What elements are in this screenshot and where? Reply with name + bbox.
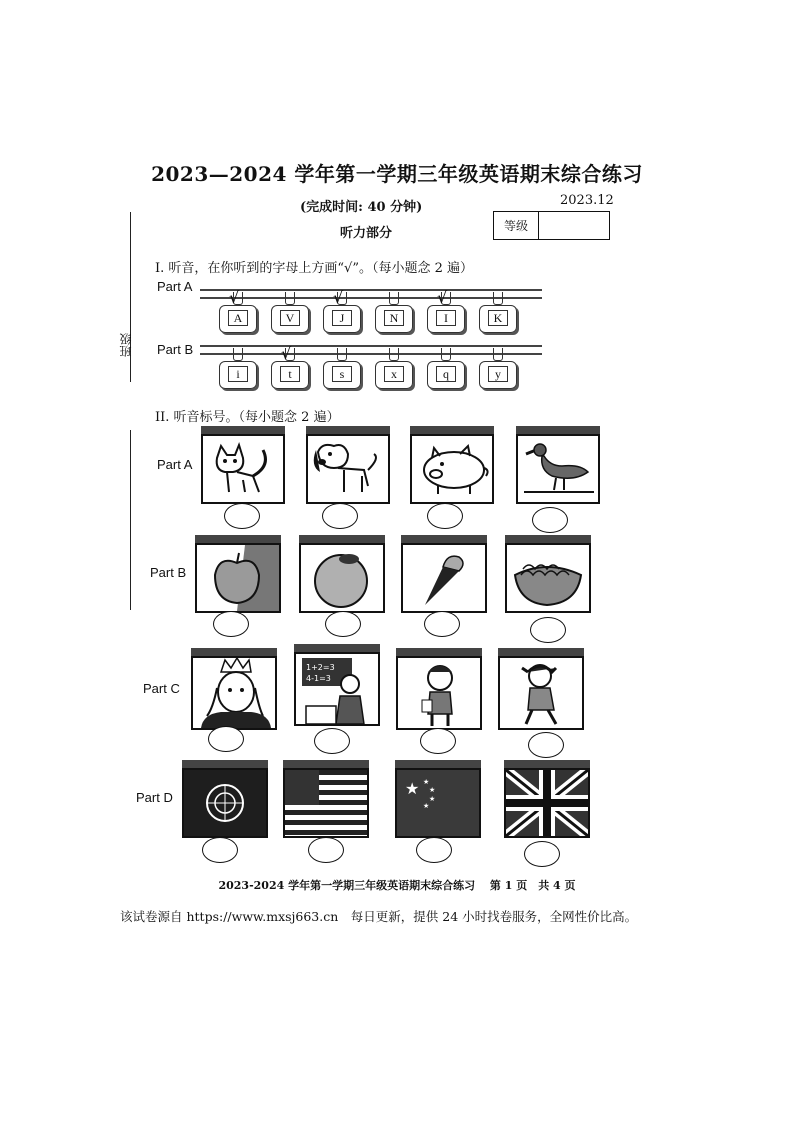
china-flag-icon (397, 770, 479, 836)
letter-key-A[interactable] (219, 288, 257, 333)
answer-oval[interactable] (532, 507, 568, 533)
class-label: 班级 (119, 333, 133, 357)
letter-key-label: q (436, 366, 456, 382)
section-listening-heading: 听力部分 (340, 226, 393, 241)
letter-key-K[interactable] (479, 305, 517, 333)
answer-oval[interactable] (322, 503, 358, 529)
letter-key-label: s (332, 366, 352, 382)
answer-oval[interactable] (424, 611, 460, 637)
answer-oval[interactable] (208, 726, 244, 752)
letter-key-label: i (228, 366, 248, 382)
section2-partC-label: Part C (143, 681, 180, 696)
answer-oval[interactable] (528, 732, 564, 758)
key-hook (389, 292, 399, 305)
noodles-icon (507, 545, 589, 611)
letter-key-label: x (384, 366, 404, 382)
exam-date: 2023.12 (560, 193, 614, 208)
check-mark: √ (281, 344, 292, 363)
boy-icon (398, 658, 480, 728)
check-mark: √ (229, 288, 240, 307)
answer-oval[interactable] (314, 728, 350, 754)
letter-key-x[interactable] (375, 361, 413, 389)
source-line: 该试卷源自 https://www.mxsj663.cn 每日更新，提供 24 小时找卷服务，全网性价比高。 (120, 909, 638, 924)
picture-card (505, 543, 591, 613)
picture-card (504, 768, 590, 838)
letter-key-N[interactable] (375, 305, 413, 333)
picture-card (306, 434, 390, 504)
cat-icon (203, 436, 283, 502)
picture-card (283, 768, 369, 838)
letter-key-label: I (436, 310, 456, 326)
letter-key-i[interactable] (219, 361, 257, 389)
answer-oval[interactable] (524, 841, 560, 867)
key-hook (337, 348, 347, 361)
dog-icon (308, 436, 388, 502)
un-flag-icon (184, 770, 266, 836)
picture-card (191, 656, 277, 730)
margin-line-bottom (130, 430, 131, 610)
letter-key-J[interactable] (323, 288, 361, 333)
page-footer: 2023-2024 学年第一学期三年级英语期末综合练习 第 1 页 共 4 页 (218, 879, 576, 892)
picture-card (498, 656, 584, 730)
answer-oval[interactable] (202, 837, 238, 863)
letter-key-y[interactable] (479, 361, 517, 389)
ice-cream-icon (403, 545, 485, 611)
section2-instruction: II. 听音标号。（每小题念 2 遍） (155, 410, 340, 425)
picture-card (401, 543, 487, 613)
uk-flag-icon (506, 770, 588, 836)
picture-card (195, 543, 281, 613)
answer-oval[interactable] (213, 611, 249, 637)
princess-icon (193, 658, 275, 728)
key-hook (389, 348, 399, 361)
picture-card (396, 656, 482, 730)
key-hook (285, 292, 295, 305)
letter-key-s[interactable] (323, 361, 361, 389)
answer-oval[interactable] (420, 728, 456, 754)
svg-text:★: ★ (405, 779, 420, 798)
answer-oval[interactable] (530, 617, 566, 643)
letter-key-label: A (228, 310, 248, 326)
section2-partA-label: Part A (157, 457, 193, 472)
blackboard-line-2: 4-1=3 (306, 674, 331, 683)
grade-label: 等级 (494, 212, 539, 239)
picture-card (299, 543, 385, 613)
section1-instruction: I. 听音，在你听到的字母上方画“√”。（每小题念 2 遍） (155, 261, 474, 276)
letter-key-t[interactable] (271, 344, 309, 389)
answer-oval[interactable] (308, 837, 344, 863)
svg-text:★: ★ (429, 786, 436, 794)
picture-card (395, 768, 481, 838)
svg-text:★: ★ (423, 802, 430, 810)
letter-key-label: t (280, 366, 300, 382)
letter-key-label: V (280, 310, 300, 326)
letter-key-label: y (488, 366, 508, 382)
picture-card (201, 434, 285, 504)
section1-partB-label: Part B (157, 342, 194, 357)
letter-key-V[interactable] (271, 305, 309, 333)
key-rail (200, 289, 542, 299)
section1-partA-label: Part A (157, 279, 193, 294)
picture-card (516, 434, 600, 504)
letter-key-label: J (332, 310, 352, 326)
letter-key-I[interactable] (427, 288, 465, 333)
section2-partD-label: Part D (136, 790, 173, 805)
svg-text:★: ★ (423, 778, 430, 786)
letter-key-label: N (384, 310, 404, 326)
picture-card (182, 768, 268, 838)
check-mark: √ (437, 288, 448, 307)
girl-icon (500, 658, 582, 728)
key-hook (233, 348, 243, 361)
grade-box (493, 211, 610, 240)
time-note: (完成时间: 40 分钟) (300, 200, 423, 215)
pig-icon (412, 436, 492, 502)
picture-card (294, 652, 380, 726)
answer-oval[interactable] (416, 837, 452, 863)
answer-oval[interactable] (325, 611, 361, 637)
teacher-icon (296, 654, 378, 724)
orange-icon (301, 545, 383, 611)
page-title: 2023—2024 学年第一学期三年级英语期末综合练习 (151, 162, 643, 186)
svg-text:★: ★ (429, 795, 436, 803)
section2-partB-label: Part B (150, 565, 187, 580)
key-hook (441, 348, 451, 361)
key-hook (493, 348, 503, 361)
answer-oval[interactable] (427, 503, 463, 529)
grade-value-field[interactable] (539, 212, 609, 239)
answer-oval[interactable] (224, 503, 260, 529)
usa-flag-icon (285, 770, 367, 836)
blackboard-line-1: 1+2=3 (306, 663, 335, 672)
apple-icon (197, 545, 279, 611)
check-mark: √ (333, 288, 344, 307)
key-rail (200, 345, 542, 355)
letter-key-label: K (488, 310, 508, 326)
duck-icon (518, 436, 598, 502)
picture-card (410, 434, 494, 504)
key-hook (493, 292, 503, 305)
letter-key-q[interactable] (427, 361, 465, 389)
